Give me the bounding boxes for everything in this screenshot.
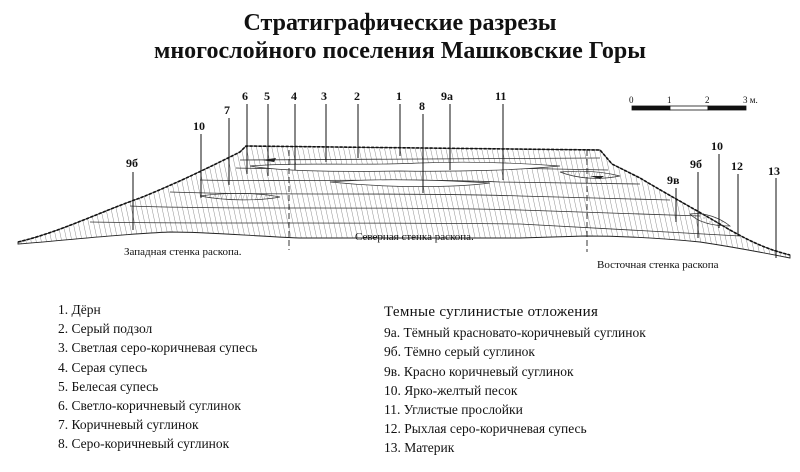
legend-item: 5. Белесая супесь xyxy=(58,378,159,394)
legend-heading: Темные суглинистые отложения xyxy=(384,304,599,320)
legend-left xyxy=(58,300,257,454)
legend-item: 9б. Тёмно серый суглинок xyxy=(384,344,535,360)
marker-13: 13 xyxy=(768,164,780,178)
legend-item: 9а. Тёмный красновато-коричневый суглинок xyxy=(384,325,646,341)
marker-7: 7 xyxy=(224,103,230,117)
marker-8: 8 xyxy=(419,99,425,113)
scale-bar xyxy=(629,95,758,110)
wall-caption-west: Западная стенка раскопа. xyxy=(124,246,242,258)
legend-item: 3. Светлая серо-коричневая супесь xyxy=(58,340,258,356)
legend-item: 8. Серо-коричневый суглинок xyxy=(58,436,230,452)
marker-12: 12 xyxy=(731,159,743,173)
marker-6: 6 xyxy=(242,89,248,103)
legend-item: 1. Дёрн xyxy=(58,302,101,317)
title-line-2: многослойного поселения Машковские Горы xyxy=(153,38,647,64)
scale-tick-3m: 3 м. xyxy=(743,95,758,105)
marker-9b-west: 9б xyxy=(126,156,138,170)
marker-1: 1 xyxy=(396,89,402,103)
legend-item: 10. Ярко-желтый песок xyxy=(384,382,518,398)
legend-item: 11. Углистые прослойки xyxy=(384,402,523,418)
legend-item: 6. Светло-коричневый суглинок xyxy=(58,398,241,414)
marker-9v: 9в xyxy=(667,173,680,187)
legend-item: 12. Рыхлая серо-коричневая супесь xyxy=(384,421,587,437)
marker-9b-east: 9б xyxy=(690,157,702,171)
legend-item: 13. Материк xyxy=(384,440,455,456)
wall-caption-north: Северная стенка раскопа. xyxy=(355,231,474,243)
marker-4: 4 xyxy=(291,89,297,103)
marker-3: 3 xyxy=(321,89,327,103)
legend-item: 4. Серая супесь xyxy=(58,359,148,375)
title-line-1: Стратиграфические разрезы xyxy=(243,10,557,36)
marker-2: 2 xyxy=(354,89,360,103)
marker-11: 11 xyxy=(495,89,507,103)
marker-5: 5 xyxy=(264,89,270,103)
legend-item: 9в. Красно коричневый суглинок xyxy=(384,363,574,379)
wall-caption-east: Восточная стенка раскопа xyxy=(597,259,719,271)
marker-9a: 9а xyxy=(441,89,453,103)
legend-item: 7. Коричневый суглинок xyxy=(58,417,199,433)
scale-tick-2: 2 xyxy=(705,95,710,105)
marker-10-east: 10 xyxy=(711,139,723,153)
scale-tick-1: 1 xyxy=(667,95,672,105)
marker-10-west: 10 xyxy=(193,119,205,133)
legend-item: 2. Серый подзол xyxy=(58,321,153,337)
scale-tick-0: 0 xyxy=(629,95,634,105)
legend-right xyxy=(384,303,646,458)
